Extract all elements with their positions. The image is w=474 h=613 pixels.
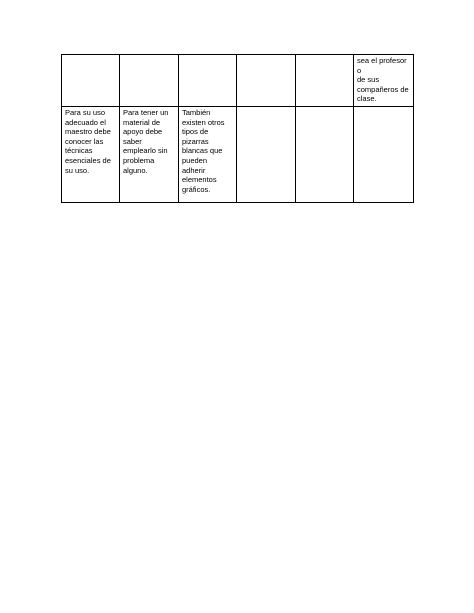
table-cell	[62, 55, 120, 107]
table-cell	[179, 55, 237, 107]
table-row	[62, 55, 414, 107]
content-table	[61, 54, 414, 203]
table-cell: sea el profesor o de sus compañeros de clase.	[354, 55, 414, 107]
table-cell	[120, 55, 179, 107]
table-cell	[296, 55, 354, 107]
table-cell	[237, 55, 296, 107]
table-cell	[296, 106, 354, 202]
table-cell: También existen otros tipos de pizarras blancas que pueden adherir elementos gráficos.	[179, 106, 237, 202]
table-row	[62, 106, 414, 202]
table-cell: Para su uso adecuado el maestro debe conocer las técnicas esenciales de su uso.	[62, 106, 120, 202]
table-cell: Para tener un material de apoyo debe saber emplearlo sin problema alguno.	[120, 106, 179, 202]
table-cell	[237, 106, 296, 202]
table-cell	[354, 106, 414, 202]
